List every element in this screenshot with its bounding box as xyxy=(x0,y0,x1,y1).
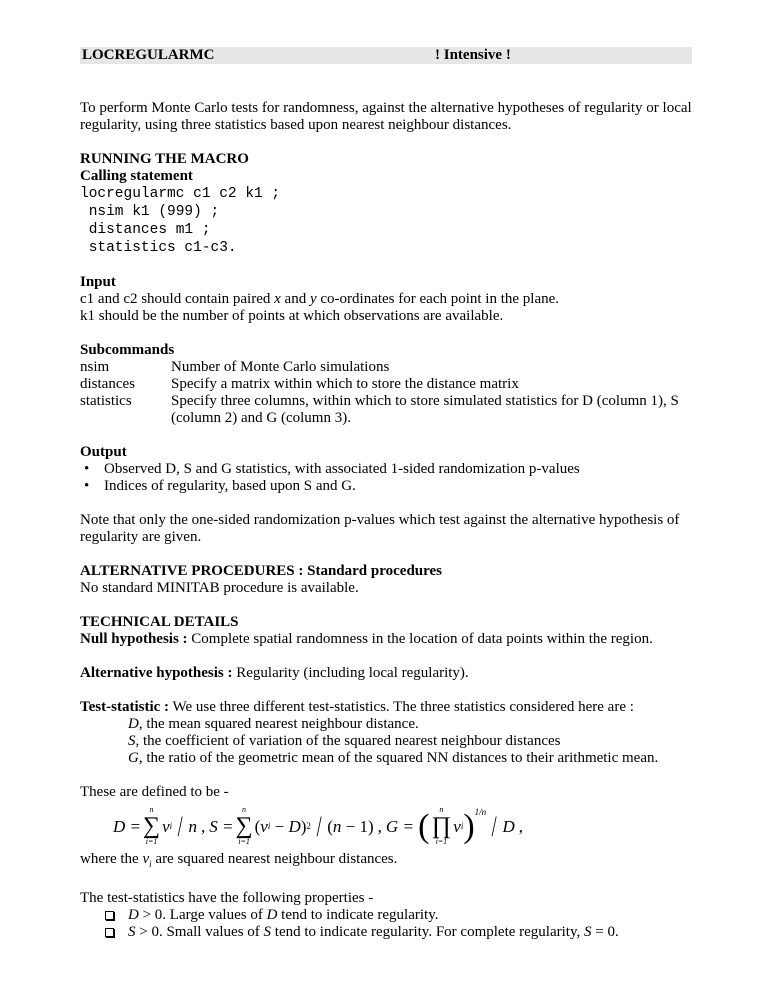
prop-item: D > 0. Large values of D tend to indicate regularity. xyxy=(80,907,692,924)
code-line: distances m1 ; xyxy=(80,222,211,238)
tech-heading: TECHNICAL DETAILS xyxy=(80,614,239,630)
alt-proc-text: No standard MINITAB procedure is available. xyxy=(80,580,359,596)
subcommand-name: statistics xyxy=(80,393,132,409)
macro-title: LOCREGULARMC xyxy=(82,47,215,63)
subcommands-table xyxy=(80,359,692,427)
subcommand-name: nsim xyxy=(80,359,110,375)
formula: D = n ∑ i=1 v i / n , S = n ∑ i=1 ( v i − D ) 2 / ( n − 1) , G = ( n ∏ i=1 v i ) $^{1/n}$ / D , xyxy=(113,805,524,846)
props-list xyxy=(80,907,692,941)
where-text: where the $v_i$ are squared nearest neighbour distances. xyxy=(80,851,398,869)
code-line: nsim k1 (999) ; xyxy=(80,204,220,220)
alt-text: Regularity (including local regularity). xyxy=(232,665,469,681)
code-line: statistics c1-c3. xyxy=(80,240,237,256)
output-heading: Output xyxy=(80,444,127,460)
running-heading: RUNNING THE MACRO xyxy=(80,151,249,167)
props-intro: The test-statistics have the following properties - xyxy=(80,890,374,906)
input-line: k1 should be the number of points at which observations are available. xyxy=(80,308,504,324)
calling-code xyxy=(80,185,692,257)
null-text: Complete spatial randomness in the location of data points within the region. xyxy=(187,631,653,647)
alt-hypothesis xyxy=(80,665,692,682)
note-text: Note that only the one-sided randomization p-values which test against the alternative hypothesis of regularity are given. xyxy=(80,512,680,545)
prop-item: S > 0. Small values of S tend to indicate regularity. For complete regularity, S = 0. xyxy=(80,924,692,941)
subcommand-name: distances xyxy=(80,376,135,392)
subcommand-desc: Number of Monte Carlo simulations xyxy=(171,359,390,375)
input-heading: Input xyxy=(80,274,116,290)
stat-list: D, the mean squared nearest neighbour distance. S, the coefficient of variation of the squared nearest neighbour distances G, the ratio of the geometric mean of the squared NN distances to their arithmetic mean. xyxy=(128,716,659,766)
output-item: • Indices of regularity, based upon S and G. xyxy=(80,478,692,495)
document-page xyxy=(80,47,692,941)
output-list xyxy=(80,461,692,495)
subcommands-heading: Subcommands xyxy=(80,342,175,358)
code-line: locregularmc c1 c2 k1 ; xyxy=(80,186,281,202)
defined-text: These are defined to be - xyxy=(80,784,229,800)
calling-heading: Calling statement xyxy=(80,168,193,184)
alt-proc-heading: ALTERNATIVE PROCEDURES : Standard procedures xyxy=(80,563,443,579)
ts-text: We use three different test-statistics. The three statistics considered here are : xyxy=(169,699,634,715)
output-item: • Observed D, S and G statistics, with associated 1-sided randomization p-values xyxy=(80,461,692,478)
intro-text: To perform Monte Carlo tests for randomness, against the alternative hypotheses of regularity or local regularity, using three statistics based upon nearest neighbour distances. xyxy=(80,100,692,133)
subcommand-desc: Specify three columns, within which to store simulated statistics for D (column 1), S (column 2) and G (column 3). xyxy=(171,393,679,426)
header-bar xyxy=(80,47,692,64)
intensive-badge: ! Intensive ! xyxy=(435,47,511,63)
input-line: c1 and c2 should contain paired x and y co-ordinates for each point in the plane. xyxy=(80,291,560,307)
alt-label: Alternative hypothesis : xyxy=(80,665,233,681)
subcommand-desc: Specify a matrix within which to store the distance matrix xyxy=(171,376,519,392)
test-statistic xyxy=(80,699,692,716)
null-label: Null hypothesis : xyxy=(80,631,188,647)
null-hypothesis xyxy=(80,631,692,648)
ts-label: Test-statistic : xyxy=(80,699,170,715)
